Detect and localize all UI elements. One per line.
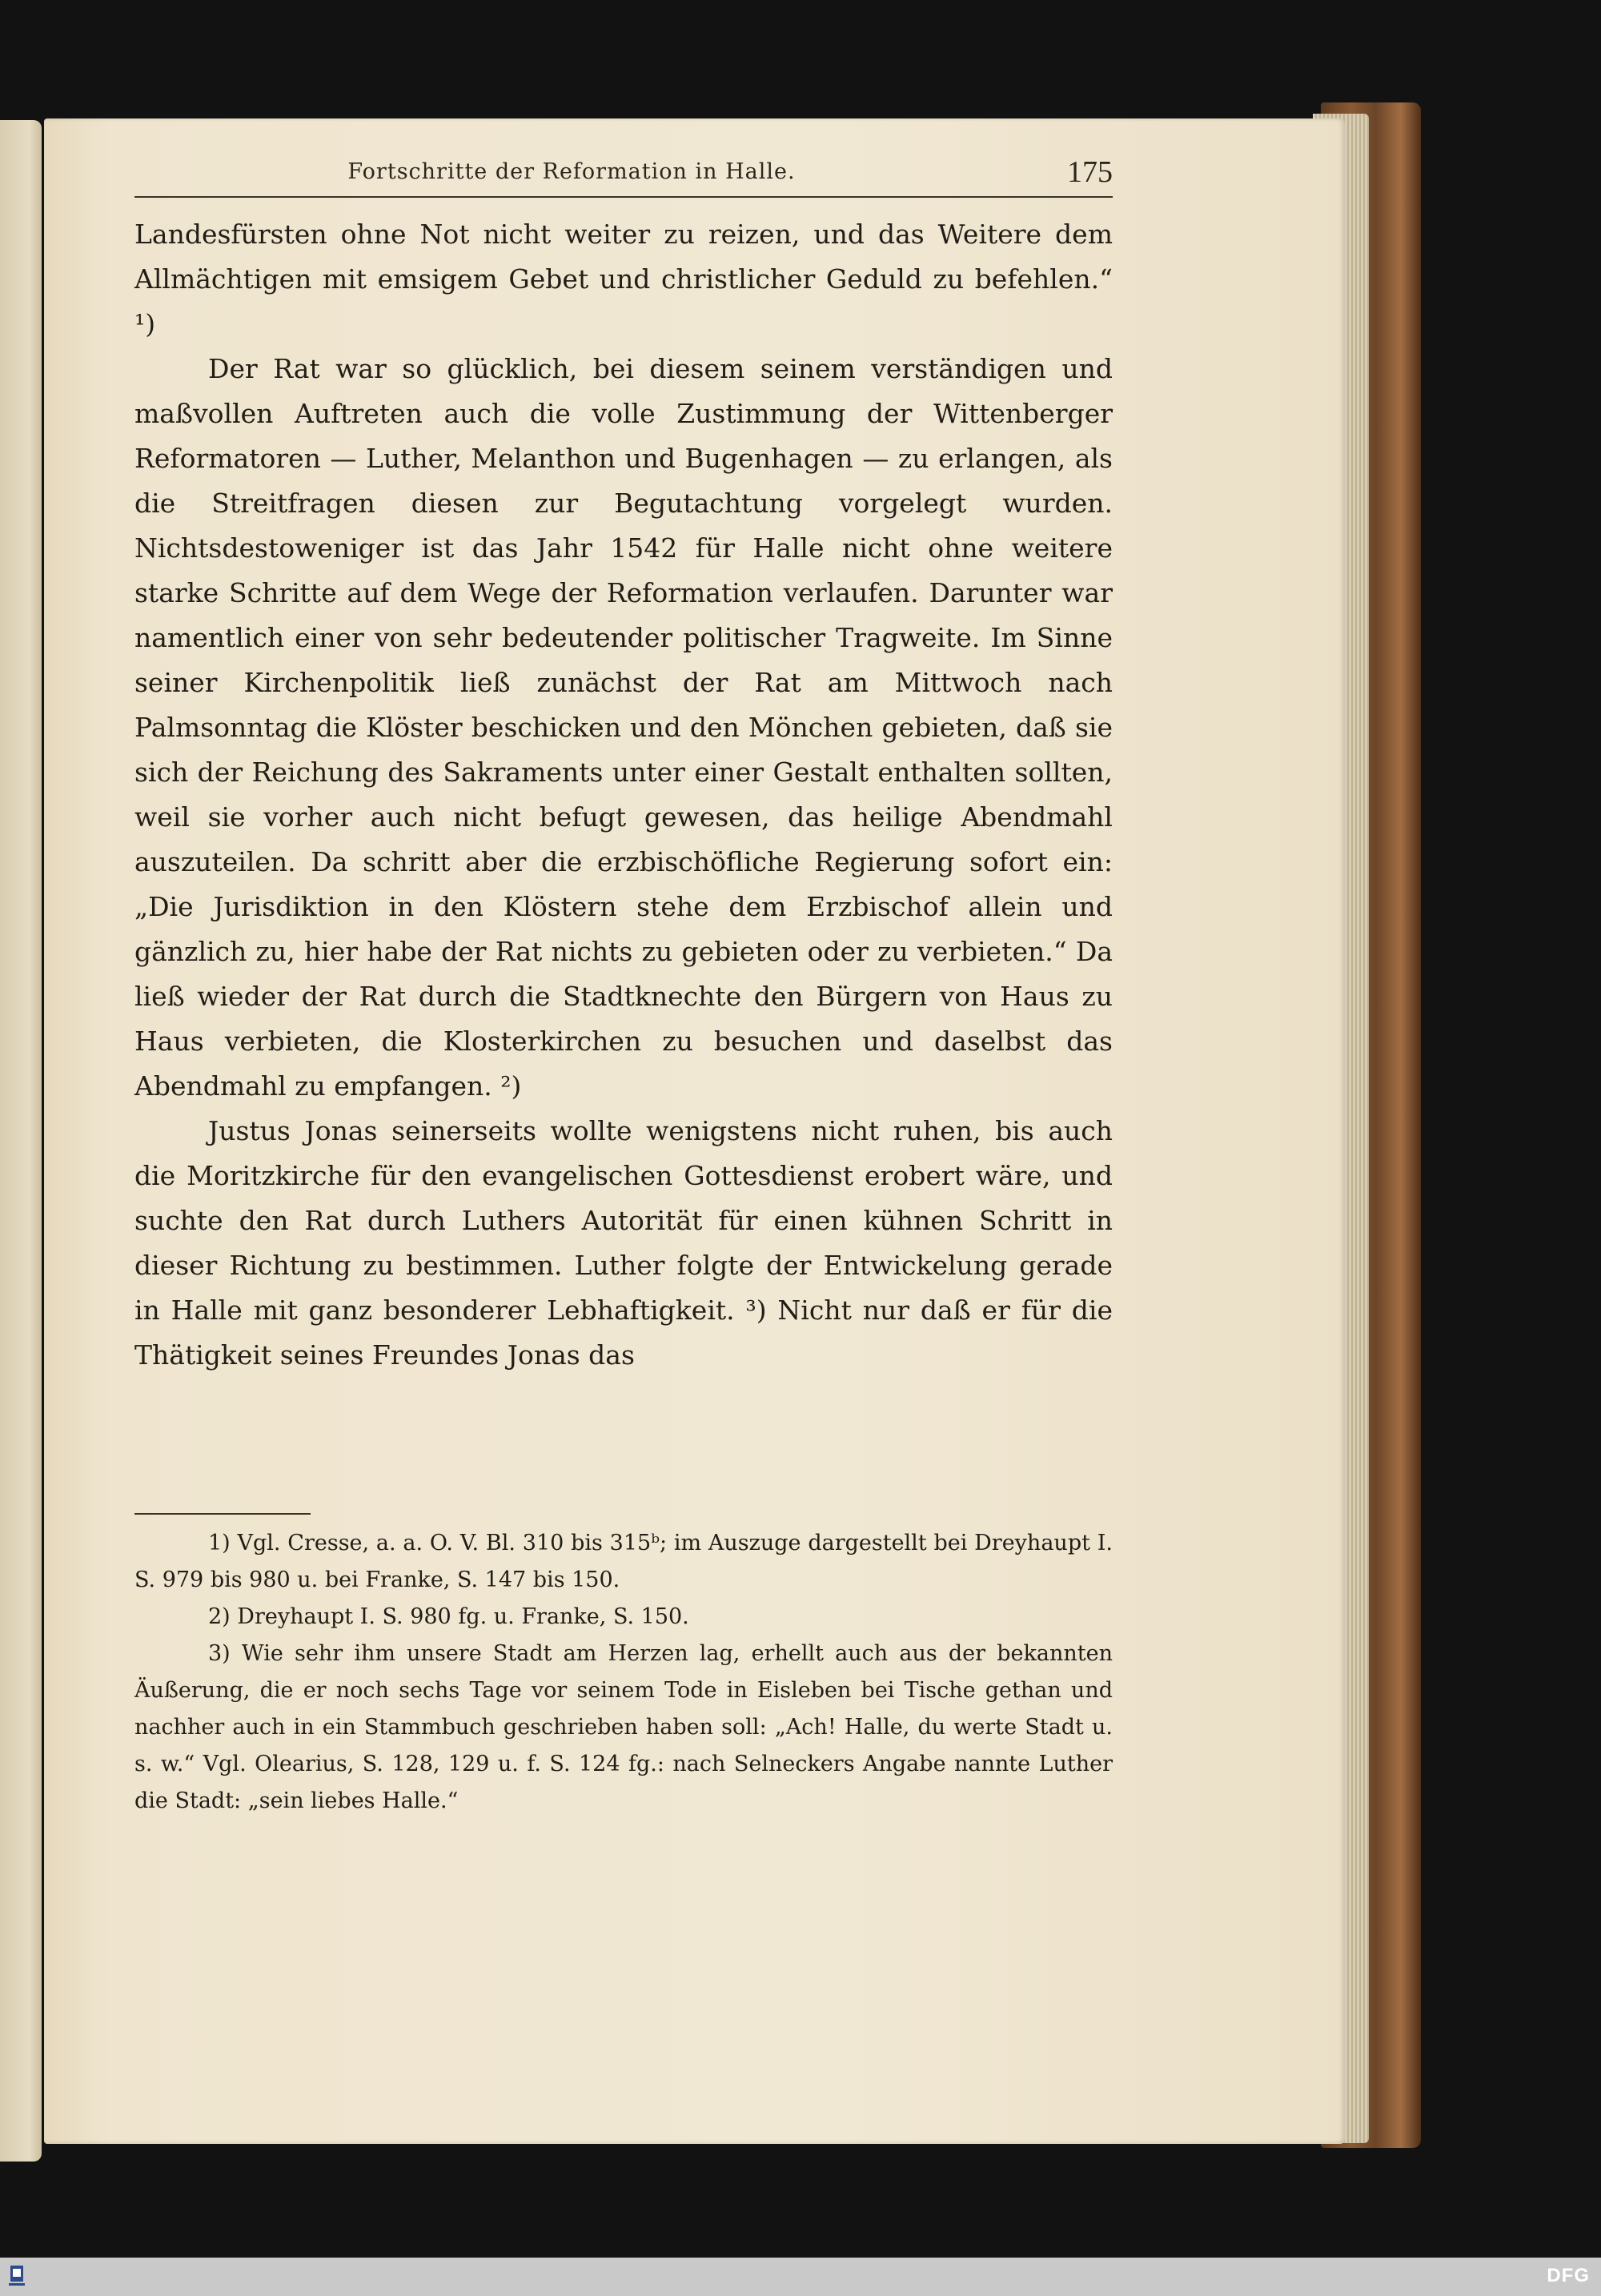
body-text xyxy=(134,212,1113,1378)
footnote-1: 1) Vgl. Cresse, a. a. O. V. Bl. 310 bis 315ᵇ; im Auszuge dargestellt bei Dreyhaupt I. S. 979 bis 980 u. bei Franke, S. 147 bis 150. xyxy=(134,1531,1113,1592)
library-logo-icon xyxy=(8,2264,26,2290)
viewer-bottom-bar xyxy=(0,2258,1601,2296)
footnote-divider xyxy=(134,1513,311,1515)
page-number: 175 xyxy=(1067,155,1113,189)
dfg-logo: DFG xyxy=(1547,2265,1590,2286)
paragraph-2: Der Rat war so glücklich, bei diesem seinem verständigen und maßvollen Auftreten auch die volle Zustimmung der Wittenberger Reformatoren — Luther, Melanthon und Bugenhagen — zu erlangen, als die Streitfragen diesen zur Begutachtung vorgelegt wurden. Nichtsdestoweniger ist das Jahr 1542 für Halle nicht ohne weitere starke Schritte auf dem Wege der Reformation verlaufen. Darunter war namentlich einer von sehr bedeutender politischer Tragweite. Im Sinne seiner Kirchenpolitik ließ zunächst der Rat am Mittwoch nach Palmsonntag die Klöster beschicken und den Mönchen gebieten, daß sie sich der Reichung des Sakraments unter einer Gestalt enthalten sollten, weil sie vorher auch nicht befugt gewesen, das heilige Abendmahl auszuteilen. Da schritt aber die erzbischöfliche Regierung sofort ein: „Die Jurisdiktion in den Klöstern stehe dem Erzbischof allein und gänzlich zu, hier habe der Rat nichts zu gebieten oder zu verbieten.“ Da ließ wieder der Rat durch die Stadtknechte den Bürgern von Haus zu Haus verbieten, die Klosterkirchen zu besuchen und daselbst das Abendmahl zu empfangen. ²) xyxy=(134,353,1113,1102)
running-title: Fortschritte der Reformation in Halle. xyxy=(347,159,796,184)
footnotes xyxy=(134,1525,1113,1820)
footnote-2: 2) Dreyhaupt I. S. 980 fg. u. Franke, S. 150. xyxy=(208,1604,689,1629)
footnote-3: 3) Wie sehr ihm unsere Stadt am Herzen lag, erhellt auch aus der bekannten Äußerung, die er noch sechs Tage vor seinem Tode in Eisleben bei Tische gethan und nachher auch in ein Stammbuch geschrieben haben soll: „Ach! Halle, du werte Stadt u. s. w.“ Vgl. Olearius, S. 128, 129 u. f. S. 124 fg.: nach Selneckers Angabe nannte Luther die Stadt: „sein liebes Halle.“ xyxy=(134,1641,1113,1813)
facing-page-edge xyxy=(0,120,42,2162)
paragraph-3: Justus Jonas seinerseits wollte wenigstens nicht ruhen, bis auch die Moritzkirche für den evangelischen Gottesdienst erobert wäre, und suchte den Rat durch Luthers Autorität für einen kühnen Schritt in dieser Richtung zu bestimmen. Luther folgte der Entwickelung gerade in Halle mit ganz besonderer Lebhaftigkeit. ³) Nicht nur daß er für die Thätigkeit seines Freundes Jonas das xyxy=(134,1115,1113,1371)
page-header xyxy=(134,148,1113,198)
paragraph-1: Landesfürsten ohne Not nicht weiter zu reizen, und das Weitere dem Allmächtigen mit emsigem Gebet und christlicher Geduld zu befehlen.“ ¹) xyxy=(134,219,1113,339)
